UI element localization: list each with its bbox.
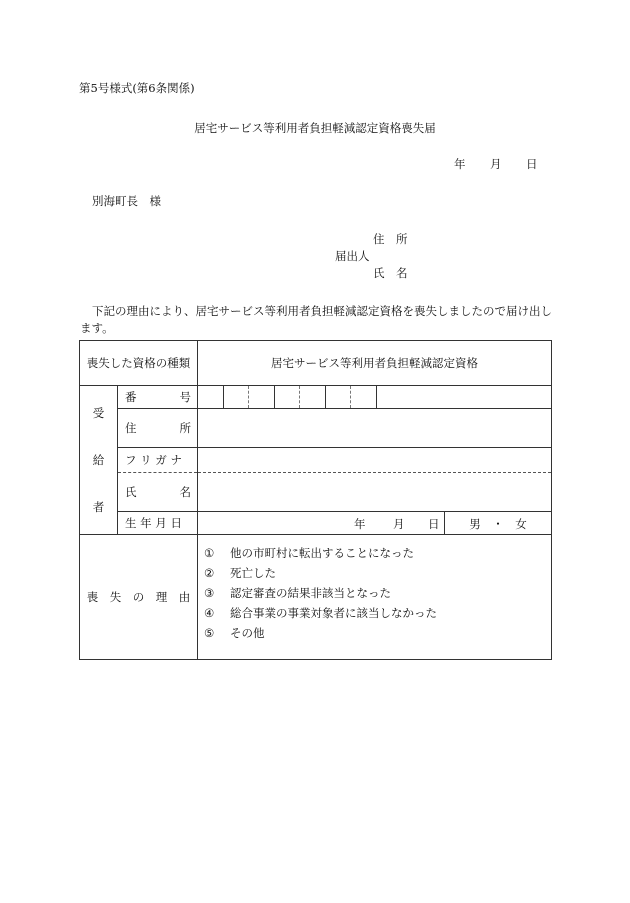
number-digit-cell[interactable] bbox=[300, 386, 326, 408]
dob-day: 日 bbox=[428, 517, 440, 531]
dob-month: 月 bbox=[393, 517, 405, 531]
loss-form-table bbox=[79, 340, 552, 660]
number-label bbox=[118, 386, 198, 409]
name-label-2: 名 bbox=[179, 485, 191, 499]
lost-qualification-row bbox=[80, 341, 552, 386]
reason-row bbox=[80, 535, 552, 660]
reason-number: ④ bbox=[204, 606, 215, 620]
sex-options[interactable]: 男 ・ 女 bbox=[469, 517, 527, 531]
recipient-label bbox=[80, 386, 118, 535]
addressee: 別海町長 様 bbox=[92, 194, 161, 208]
furigana-field[interactable] bbox=[198, 448, 552, 473]
address-row bbox=[80, 409, 552, 448]
dob-field[interactable] bbox=[198, 512, 552, 535]
reason-text: 他の市町村に転出することになった bbox=[230, 546, 414, 560]
number-digit-cell[interactable] bbox=[326, 386, 352, 408]
number-label-1: 番 bbox=[125, 390, 137, 404]
number-digit-cell[interactable] bbox=[275, 386, 301, 408]
lost-qualification-value: 居宅サービス等利用者負担軽減認定資格 bbox=[198, 341, 552, 386]
recipient-char-1: 受 bbox=[92, 405, 105, 420]
dob-row bbox=[80, 512, 552, 535]
address-field[interactable] bbox=[198, 409, 552, 448]
recipient-char-2: 給 bbox=[92, 452, 105, 467]
form-number: 第5号様式(第6条関係) bbox=[79, 81, 195, 95]
reason-item[interactable] bbox=[204, 603, 551, 623]
applicant-address-label: 住 所 bbox=[373, 232, 408, 246]
name-label bbox=[118, 473, 198, 512]
reason-text: 総合事業の事業対象者に該当しなかった bbox=[230, 606, 437, 620]
number-digit-cell[interactable] bbox=[249, 386, 275, 408]
furigana-row bbox=[80, 448, 552, 473]
number-digit-cell[interactable] bbox=[198, 386, 224, 408]
reason-number: ⑤ bbox=[204, 626, 215, 640]
reason-number: ① bbox=[204, 546, 215, 560]
name-row bbox=[80, 473, 552, 512]
date-year: 年 bbox=[454, 157, 466, 171]
number-digit-cell[interactable] bbox=[351, 386, 377, 408]
lost-qualification-label: 喪失した資格の種類 bbox=[80, 341, 198, 386]
date-line bbox=[454, 156, 538, 172]
number-digit-cell[interactable] bbox=[224, 386, 250, 408]
reason-text: 認定審査の結果非該当となった bbox=[230, 586, 391, 600]
reason-item[interactable] bbox=[204, 543, 551, 563]
date-day: 日 bbox=[526, 157, 538, 171]
name-label-1: 氏 bbox=[125, 485, 137, 499]
reason-list bbox=[198, 535, 552, 660]
reason-number: ② bbox=[204, 566, 215, 580]
number-label-2: 号 bbox=[179, 390, 191, 404]
applicant-block bbox=[335, 231, 408, 282]
reason-text: その他 bbox=[230, 626, 265, 640]
address-label bbox=[118, 409, 198, 448]
name-field[interactable] bbox=[198, 473, 552, 512]
reason-label: 喪 失 の 理 由 bbox=[80, 535, 198, 660]
reason-text: 死亡した bbox=[230, 566, 276, 580]
reason-item[interactable] bbox=[204, 563, 551, 583]
recipient-char-3: 者 bbox=[92, 499, 105, 514]
reason-item[interactable] bbox=[204, 583, 551, 603]
statement-text: 下記の理由により、居宅サービス等利用者負担軽減認定資格を喪失しましたので届け出します。 bbox=[80, 304, 552, 335]
address-label-1: 住 bbox=[125, 421, 137, 435]
number-input-cells[interactable] bbox=[198, 386, 552, 409]
date-month: 月 bbox=[490, 157, 502, 171]
applicant-name-label: 氏 名 bbox=[373, 266, 408, 280]
dob-year: 年 bbox=[354, 517, 366, 531]
furigana-label: フ リ ガ ナ bbox=[118, 448, 198, 473]
address-label-2: 所 bbox=[179, 421, 191, 435]
applicant-submitter-label: 届出人 bbox=[335, 249, 370, 263]
number-row bbox=[80, 386, 552, 409]
document-title: 居宅サービス等利用者負担軽減認定資格喪失届 bbox=[194, 121, 436, 135]
reason-item[interactable] bbox=[204, 623, 551, 643]
dob-label: 生 年 月 日 bbox=[118, 512, 198, 535]
reason-number: ③ bbox=[204, 586, 215, 600]
